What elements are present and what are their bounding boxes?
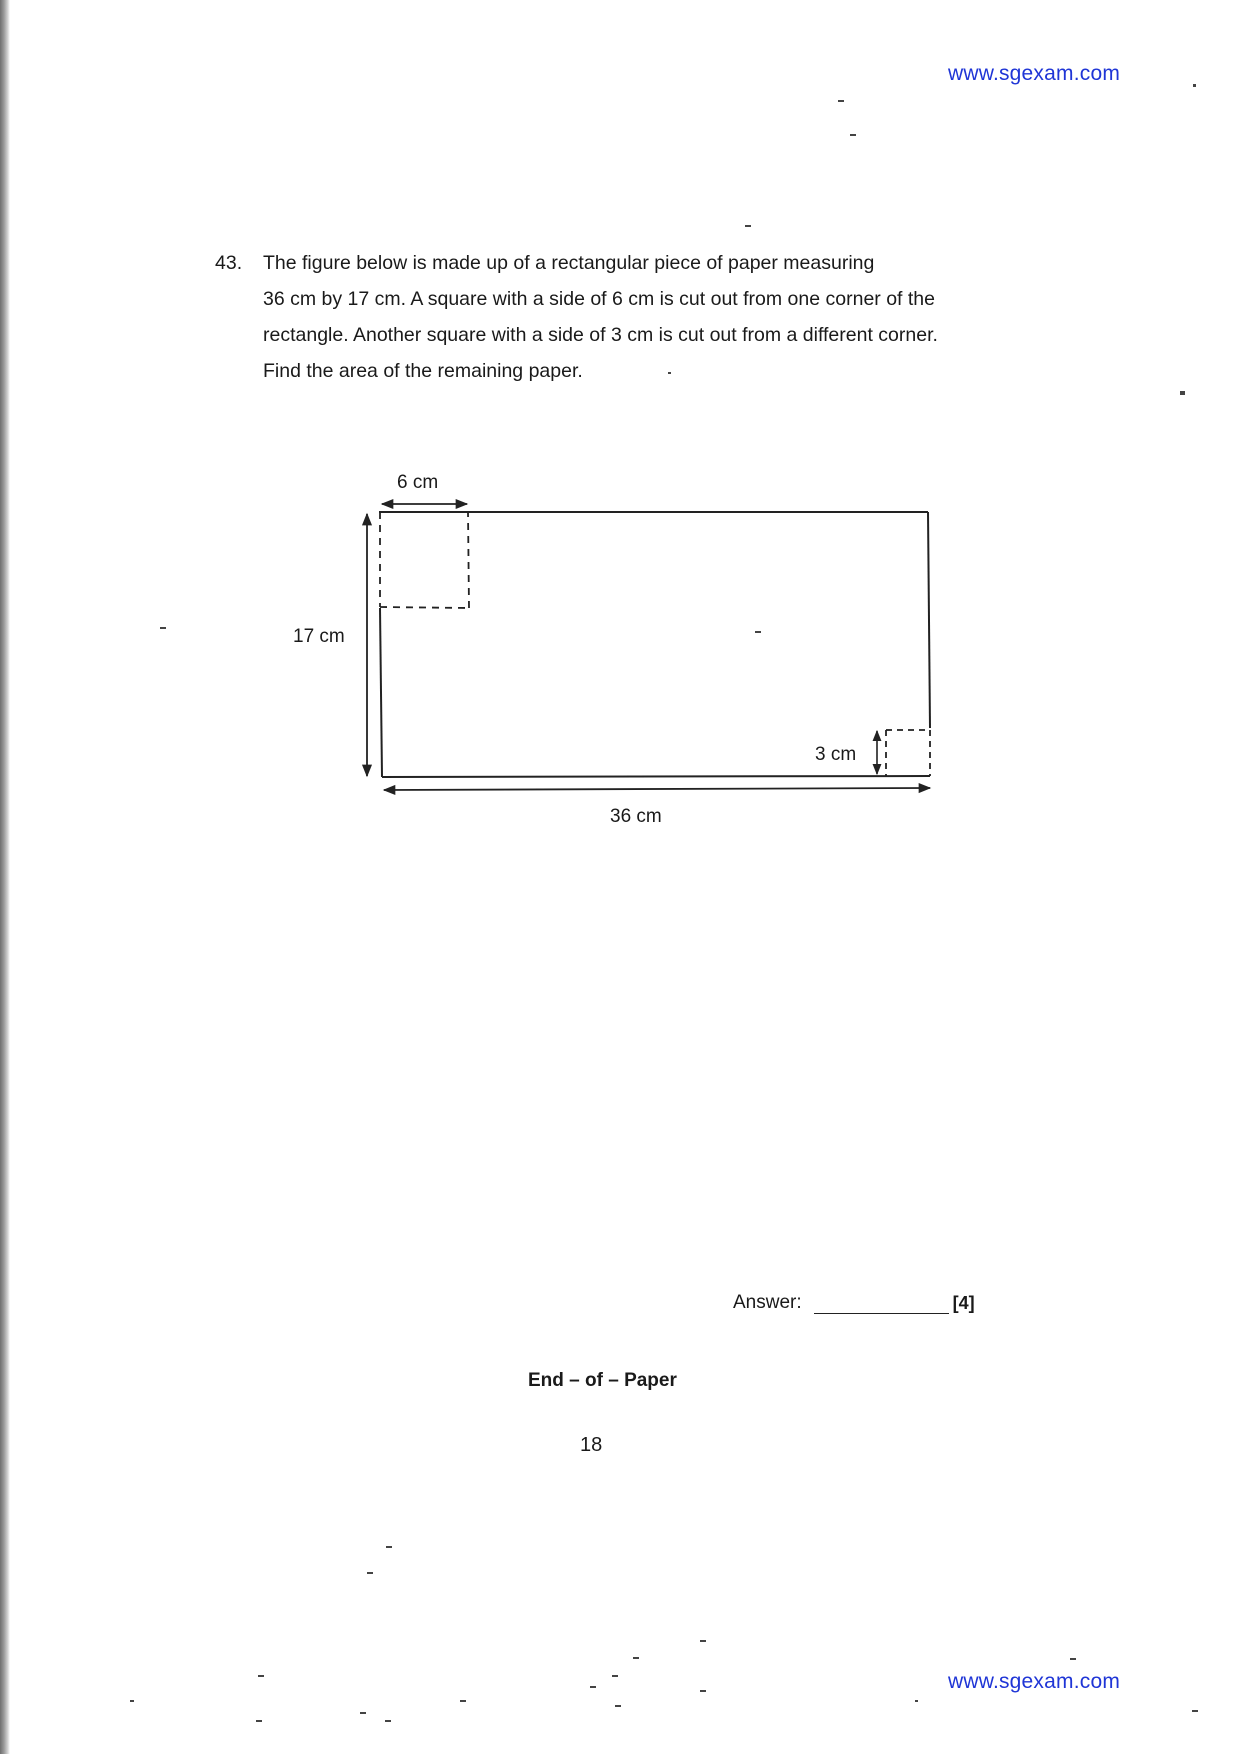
cutout-square-6cm	[380, 512, 469, 608]
answer-row	[733, 1292, 975, 1314]
scan-speck	[755, 631, 761, 633]
scan-speck	[386, 1546, 392, 1548]
scan-edge-shadow	[0, 0, 10, 1754]
end-of-paper: End – of – Paper	[528, 1370, 677, 1391]
scan-speck	[1070, 1658, 1076, 1660]
question-line-3: rectangle. Another square with a side of 3 cm is cut out from a different corner.	[263, 324, 938, 346]
page-number: 18	[580, 1434, 603, 1456]
scan-speck	[1180, 391, 1185, 395]
header-watermark: www.sgexam.com	[948, 62, 1121, 85]
scan-speck	[460, 1700, 466, 1702]
scan-speck	[256, 1720, 262, 1722]
scan-speck	[700, 1690, 706, 1692]
scan-speck	[700, 1640, 706, 1642]
label-3cm: 3 cm	[815, 744, 857, 765]
scan-speck	[1193, 84, 1196, 87]
scan-speck	[258, 1675, 264, 1677]
scan-speck	[590, 1686, 596, 1688]
question-43	[215, 245, 1035, 389]
question-number: 43.	[215, 252, 243, 274]
question-line-1: The figure below is made up of a rectangular piece of paper measuring	[263, 252, 875, 274]
answer-marks: [4]	[952, 1293, 975, 1313]
scan-speck	[850, 134, 856, 136]
scan-speck	[915, 1700, 918, 1702]
question-text	[263, 245, 1035, 389]
scan-speck	[745, 225, 751, 227]
dimension-arrow-36cm	[384, 788, 930, 790]
question-line-4: Find the area of the remaining paper.	[263, 360, 583, 382]
scan-speck	[615, 1705, 621, 1707]
answer-label: Answer:	[733, 1292, 802, 1313]
scan-speck	[612, 1675, 618, 1677]
paper-outline	[379, 512, 930, 777]
scan-speck	[385, 1720, 391, 1722]
scan-speck	[668, 372, 671, 374]
answer-blank[interactable]	[814, 1295, 949, 1314]
footer-watermark: www.sgexam.com	[948, 1670, 1121, 1693]
label-36cm: 36 cm	[610, 806, 662, 827]
scan-speck	[360, 1712, 366, 1714]
scan-speck	[838, 100, 844, 102]
label-6cm: 6 cm	[397, 472, 439, 493]
scan-speck	[130, 1700, 134, 1702]
cutout-square-3cm	[886, 730, 930, 776]
scan-speck	[633, 1657, 639, 1659]
scan-speck	[1192, 1710, 1198, 1712]
label-17cm: 17 cm	[293, 626, 345, 647]
question-line-2: 36 cm by 17 cm. A square with a side of 6 cm is cut out from one corner of the	[263, 288, 935, 310]
scan-speck	[367, 1572, 373, 1574]
scan-speck	[160, 627, 166, 629]
